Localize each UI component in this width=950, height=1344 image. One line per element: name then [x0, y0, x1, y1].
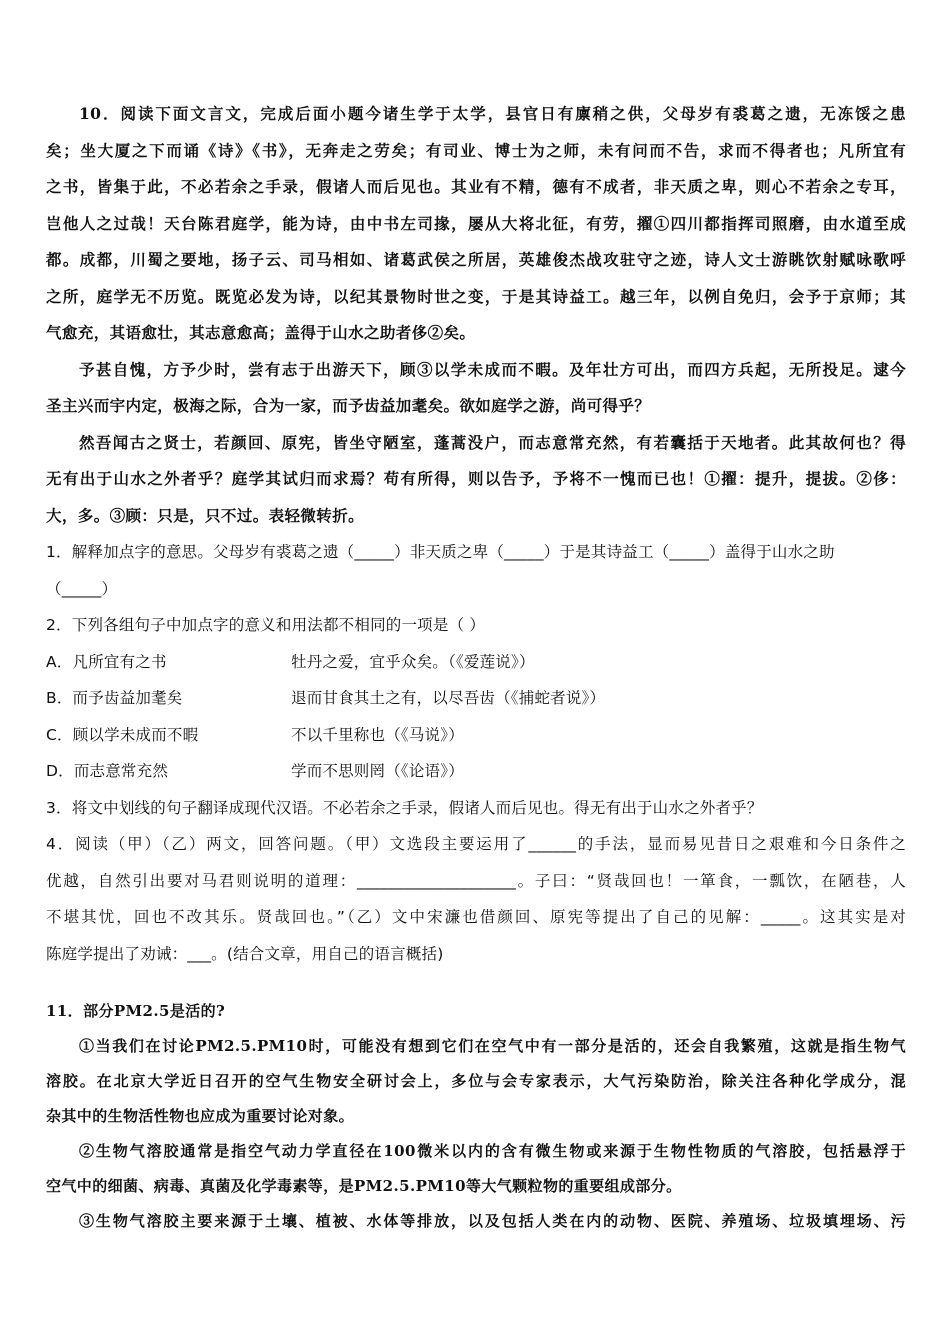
option-c-left: C．顾以学未成而不暇 — [46, 725, 199, 744]
section-11 — [46, 994, 906, 1239]
option-a — [46, 644, 906, 681]
document-page — [46, 96, 906, 1239]
question-1-cont: （_____） — [46, 579, 118, 598]
question-1: 1．解释加点字的意思。父母岁有裘葛之遗（_____）非天质之卑（_____）于是其诗益工（_____）盖得于山水之助 — [46, 543, 835, 561]
section-11-line: 空气中的细菌、病毒、真菌及化学毒素等，是PM2.5.PM10等大气颗粒物的重要组成部分。 — [46, 1177, 682, 1195]
question-4-line: 4．阅读（甲）（乙）两文，回答问题。（甲）文选段主要运用了______的手法，显而易见昔日之艰难和今日条件之 — [46, 835, 906, 853]
section-11-line: ①当我们在讨论PM2.5.PM10时，可能没有想到它们在空气中有一部分是活的，还会自我繁殖，这就是指生物气 — [79, 1037, 906, 1055]
passage-line: 然吾闻古之贤士，若颜回、原宪，皆坐守陋室，蓬蒿没户，而志意常充然，有若囊括于天地者。此其故何也？得 — [79, 432, 906, 452]
passage-line: 圣主兴而宇内定，极海之际，合为一家，而予齿益加耄矣。欲如庭学之游，尚可得乎？ — [46, 396, 651, 415]
option-c-right: 不以千里称也（《马说》） — [291, 725, 464, 744]
passage-line: 岂他人之过哉！天台陈君庭学，能为诗，由中书左司掾，屡从大将北征，有劳，擢①四川都指挥司照磨，由水道至成 — [46, 213, 906, 233]
option-b-left: B．而予齿益加耄矣 — [46, 689, 183, 707]
section-11-title: 11．部分PM2.5是活的? — [46, 1002, 226, 1020]
question-4-line: 不堪其忧，回也不改其乐。贤哉回也。”（乙）文中宋濂也借颜回、原宪等提出了自己的见解：_____。这其实是对 — [46, 908, 906, 926]
section-11-line: ②生物气溶胶通常是指空气动力学直径在100微米以内的含有微生物或来源于生物性物质的气溶胶，包括悬浮于 — [79, 1142, 906, 1160]
passage-line: 予甚自愧，方予少时，尝有志于出游天下，顾③以学未成而不暇。及年壮方可出，而四方兵起，无所投足。逮今 — [79, 359, 906, 379]
option-a-left: A．凡所宜有之书 — [46, 652, 167, 671]
classical-passage — [46, 96, 906, 534]
option-d-left: D．而志意常充然 — [46, 762, 169, 780]
section-11-line: ③生物气溶胶主要来源于土壤、植被、水体等排放，以及包括人类在内的动物、医院、养殖场、垃圾填埋场、污 — [79, 1212, 906, 1230]
questions — [46, 534, 906, 972]
question-4-line: 陈庭学提出了劝诫：___。(结合文章，用自己的语言概括) — [46, 944, 444, 963]
option-a-right: 牡丹之爱，宜乎众矣。（《爱莲说》） — [291, 652, 535, 671]
passage-line: 大，多。③顾：只是，只不过。表轻微转折。 — [46, 505, 365, 525]
passage-line: 之所，庭学无不历览。既览必发为诗，以纪其景物时世之变，于是其诗益工。越三年，以例自免归，会予于京师；其 — [46, 286, 906, 306]
passage-line: 无有出于山水之外者乎？庭学其试归而求焉？苟有所得，则以告予，予将不一愧而已也！①擢：提升，提拔。②侈： — [46, 469, 906, 488]
passage-line: 气愈充，其语愈壮，其志意愈高；盖得于山水之助者侈②矣。 — [46, 323, 476, 342]
passage-line: 都。成都，川蜀之要地，扬子云、司马相如、诸葛武侯之所居，英雄俊杰战攻驻守之迹，诗人文士游眺饮射赋咏歌呼 — [46, 250, 906, 269]
option-b — [46, 680, 906, 717]
passage-line: 矣；坐大厦之下而诵《诗》《书》，无奔走之劳矣；有司业、博士为之师，未有问而不告，求而不得者也；凡所宜有 — [46, 140, 906, 160]
option-c — [46, 717, 906, 754]
passage-line: 之书，皆集于此，不必若余之手录，假诸人而后见也。其业有不精，德有不成者，非天质之卑，则心不若余之专耳， — [46, 177, 906, 196]
option-d-right: 学而不思则罔（《论语》） — [291, 762, 464, 780]
option-b-right: 退而甘食其土之有，以尽吾齿（《捕蛇者说》） — [291, 689, 606, 707]
question-4-line: 优越，自然引出要对马君则说明的道理：____________________。子曰：“贤哉回也！一箪食，一瓢饮，在陋巷，人 — [46, 871, 906, 890]
question-3: 3．将文中划线的句子翻译成现代汉语。不必若余之手录，假诸人而后见也。得无有出于山水之外者乎？ — [46, 798, 763, 817]
section-11-line: 杂其中的生物活性物也应成为重要讨论对象。 — [46, 1107, 355, 1125]
section-11-line: 溶胶。在北京大学近日召开的空气生物安全研讨会上，多位与会专家表示，大气污染防治，除关注各种化学成分，混 — [46, 1072, 906, 1090]
question-2: 2．下列各组句子中加点字的意义和用法都不相同的一项是（ ） — [46, 616, 486, 634]
passage-line: 10．阅读下面文言文，完成后面小题今诸生学于太学，县官日有廪稍之供，父母岁有裘葛之遗，无冻馁之患 — [79, 104, 906, 123]
option-d — [46, 753, 906, 790]
